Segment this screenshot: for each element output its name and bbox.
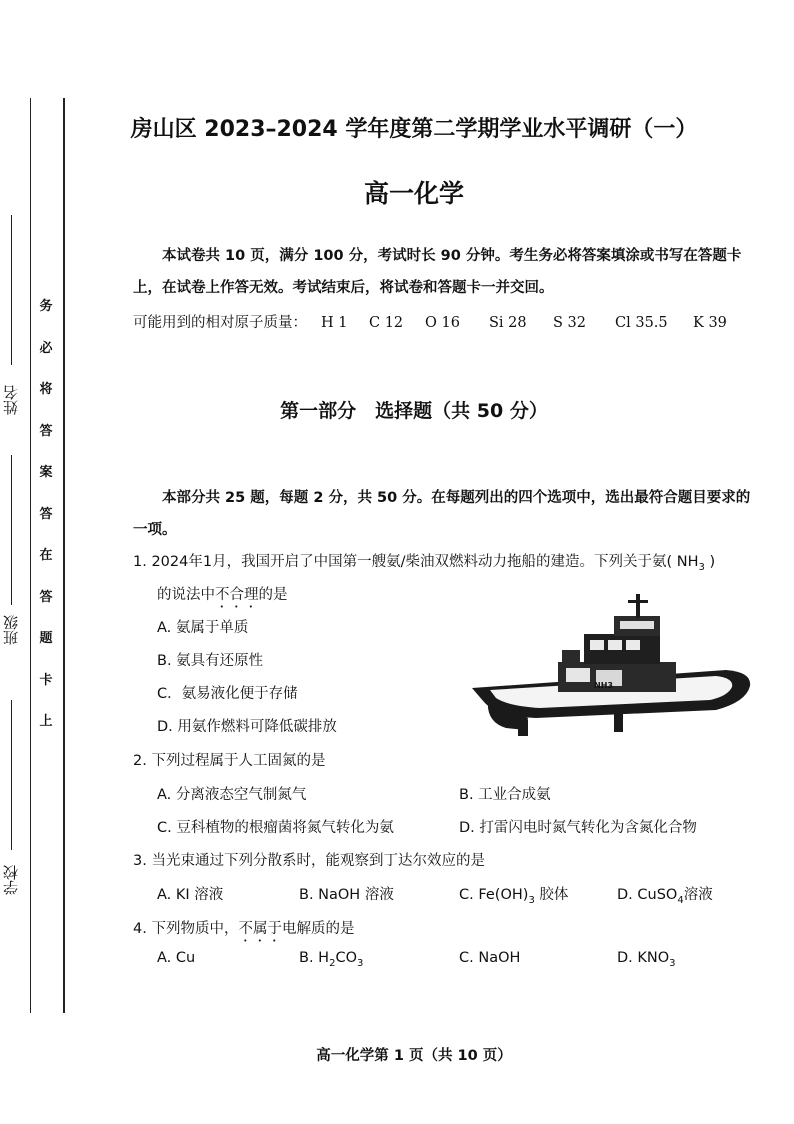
- q2-option-c[interactable]: C. 豆科植物的根瘤菌将氮气转化为氨: [157, 820, 394, 836]
- margin-char: 务: [39, 299, 53, 314]
- name-fill-line[interactable]: [11, 215, 12, 365]
- q1-emphasis: 不合理: [215, 587, 259, 603]
- q3-option-c[interactable]: [459, 883, 568, 906]
- deck-crane: [562, 650, 580, 664]
- q4-d-text: D. KNO: [617, 950, 670, 966]
- q1-option-d[interactable]: D. 用氨作燃料可降低碳排放: [157, 719, 337, 735]
- q1-stem-line2: [157, 583, 288, 611]
- atomic-mass-item: Cl 35.5: [615, 315, 668, 331]
- part1-instructions: 本部分共 25 题，每题 2 分，共 50 分。在每题列出的四个选项中，选出最符合题目要求的一项。: [133, 490, 751, 538]
- q3-c-post: 胶体: [534, 887, 569, 903]
- q4-d-sub: 3: [669, 957, 676, 969]
- exam-subject: 高一化学: [363, 179, 464, 208]
- atomic-mass-item: H 1: [321, 315, 348, 331]
- q3-d-post: 溶液: [683, 887, 713, 903]
- q2-option-b[interactable]: B. 工业合成氨: [459, 787, 551, 803]
- q4-option-c[interactable]: [459, 950, 520, 966]
- q3-a-text: A. KI 溶液: [157, 887, 224, 903]
- q2-option-d[interactable]: D. 打雷闪电时氮气转化为含氮化合物: [459, 820, 697, 836]
- q1-stem-text: 1. 2024年1月，我国开启了中国第一艘氨/柴油双燃料动力拖船的建造。下列关于氨( NH: [133, 554, 699, 570]
- atomic-mass-item: O 16: [425, 315, 460, 331]
- q3-option-d[interactable]: [617, 883, 713, 906]
- q1-stem-sub: 3: [698, 561, 705, 573]
- class-field-label: 班级: [2, 615, 20, 645]
- q3-b-text: B. NaOH 溶液: [299, 887, 394, 903]
- q4-stem: [133, 917, 354, 945]
- q4-b-post: CO: [335, 950, 357, 966]
- margin-char: 上: [39, 714, 53, 729]
- margin-char: 必: [39, 340, 53, 356]
- school-field-label: 学校: [2, 865, 20, 895]
- part1-title: 第一部分 选择题（共 50 分）: [280, 400, 548, 422]
- margin-char: 答: [39, 589, 53, 605]
- atomic-mass-row: [133, 311, 763, 332]
- wheelhouse-window: [590, 640, 604, 650]
- atomic-mass-item: S 32: [553, 315, 586, 331]
- margin-char: 案: [39, 465, 53, 480]
- wheelhouse-window: [608, 640, 622, 650]
- q3-option-b[interactable]: [299, 883, 394, 904]
- margin-warning: [36, 300, 56, 757]
- q3-c-sub: 3: [528, 894, 535, 906]
- margin-char: 答: [39, 423, 53, 439]
- q4-b-sub2: 3: [357, 957, 364, 969]
- q1-option-a[interactable]: A. 氨属于单质: [157, 620, 249, 636]
- binding-line-inner: [63, 98, 65, 1013]
- q4-a-text: A. Cu: [157, 950, 196, 966]
- q4-stem-post: 电解质的是: [281, 921, 355, 937]
- fender-block: [614, 714, 623, 732]
- q1-stem: [133, 550, 715, 573]
- q4-emphasis: 不属于: [238, 921, 282, 937]
- q4-b-text: B. H: [299, 950, 330, 966]
- ship-nh3-label: NH3: [594, 681, 613, 690]
- page-footer: 高一化学第 1 页（共 10 页）: [316, 1048, 512, 1064]
- school-fill-line[interactable]: [11, 700, 12, 850]
- q3-option-a[interactable]: [157, 883, 223, 904]
- exam-title: 房山区 2023–2024 学年度第二学期学业水平调研（一）: [130, 117, 698, 142]
- q4-option-b[interactable]: [299, 950, 363, 969]
- q1-line2-post: 的是: [258, 587, 288, 603]
- margin-char: 题: [39, 631, 53, 646]
- tugboat-illustration: [466, 590, 756, 750]
- mast: [636, 594, 640, 618]
- q4-option-a[interactable]: [157, 950, 195, 966]
- q1-line2-pre: 的说法中: [157, 587, 215, 603]
- wheelhouse-window: [626, 640, 640, 650]
- q4-b-sub: 2: [329, 957, 336, 969]
- q1-option-b[interactable]: B. 氨具有还原性: [157, 653, 264, 669]
- q3-d-sub: 4: [677, 894, 684, 906]
- q1-stem-end: ): [704, 554, 716, 570]
- deck-house-panel: [566, 668, 590, 682]
- margin-char: 卡: [39, 672, 53, 688]
- q2-stem: 2. 下列过程属于人工固氮的是: [133, 753, 326, 769]
- fender-block: [518, 720, 528, 736]
- q3-c-text: C. Fe(OH): [459, 887, 529, 903]
- class-fill-line[interactable]: [11, 455, 12, 605]
- q3-d-text: D. CuSO: [617, 887, 678, 903]
- atomic-mass-item: C 12: [369, 315, 404, 331]
- exam-instructions: 本试卷共 10 页，满分 100 分，考试时长 90 分钟。考生务必将答案填涂或书写在答题卡上，在试卷上作答无效。考试结束后，将试卷和答题卡一并交回。: [133, 248, 742, 296]
- margin-char: 将: [39, 382, 53, 397]
- margin-char: 在: [39, 548, 53, 563]
- mast-arm: [628, 600, 648, 603]
- q2-option-a[interactable]: A. 分离液态空气制氮气: [157, 787, 307, 803]
- q4-c-text: C. NaOH: [459, 950, 521, 966]
- name-field-label: 姓名: [2, 385, 20, 415]
- q3-stem: 3. 当光束通过下列分散系时，能观察到丁达尔效应的是: [133, 853, 485, 869]
- q1-option-c[interactable]: C．氨易液化便于存储: [157, 686, 298, 702]
- margin-char: 答: [39, 506, 53, 522]
- atomic-mass-item: K 39: [693, 315, 727, 331]
- atomic-mass-item: Si 28: [489, 315, 527, 331]
- q4-stem-pre: 4. 下列物质中，: [133, 921, 239, 937]
- binding-line-outer: [30, 98, 31, 1013]
- bridge-window: [620, 621, 654, 629]
- atomic-mass-label: 可能用到的相对原子质量：: [133, 315, 307, 331]
- q4-option-d[interactable]: [617, 950, 676, 969]
